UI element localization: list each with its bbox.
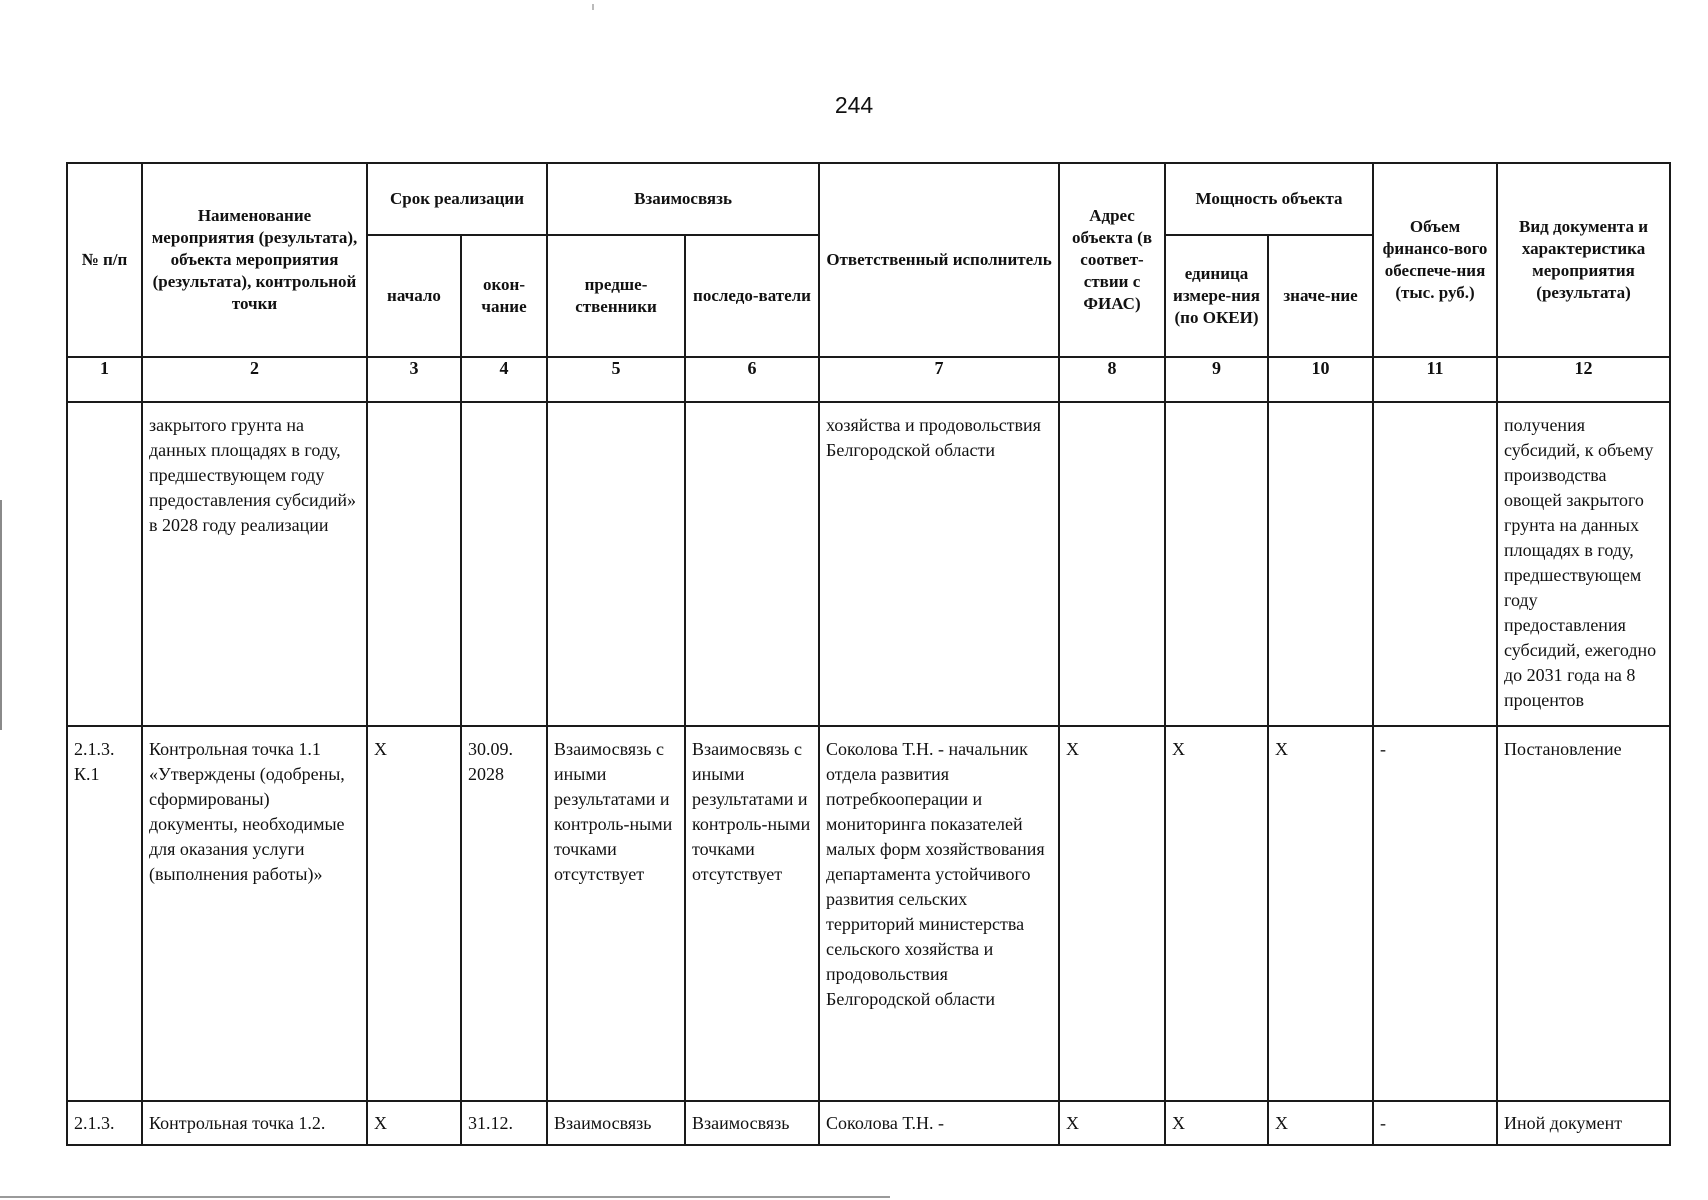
header-name: Наименование мероприятия (результата), объекта мероприятия (результата), контрольной точки xyxy=(142,163,367,357)
cell-unit: X xyxy=(1165,726,1268,1101)
cell-no: 2.1.3. К.1 xyxy=(67,726,142,1101)
cell-responsible: хозяйства и продовольствия Белгородской области xyxy=(819,402,1059,726)
header-finance: Объем финансо-вого обеспече-ния (тыс. руб.) xyxy=(1373,163,1497,357)
cell-responsible: Соколова Т.Н. - xyxy=(819,1101,1059,1145)
cell-address: X xyxy=(1059,1101,1165,1145)
cell-doc: Постановление xyxy=(1497,726,1670,1101)
cell-doc: Иной документ xyxy=(1497,1101,1670,1145)
cell-end: 31.12. xyxy=(461,1101,547,1145)
cell-unit: X xyxy=(1165,1101,1268,1145)
table-row xyxy=(67,1101,1670,1145)
cell-prev xyxy=(547,402,685,726)
cell-name: Контрольная точка 1.2. xyxy=(142,1101,367,1145)
cell-address: X xyxy=(1059,726,1165,1101)
scan-artifact-left-edge xyxy=(0,500,2,730)
column-number: 2 xyxy=(142,357,367,402)
cell-start: X xyxy=(367,1101,461,1145)
header-capacity-unit: единица измере-ния (по ОКЕИ) xyxy=(1165,235,1268,357)
cell-value: X xyxy=(1268,726,1373,1101)
column-number: 10 xyxy=(1268,357,1373,402)
cell-start xyxy=(367,402,461,726)
column-number: 4 xyxy=(461,357,547,402)
column-number: 3 xyxy=(367,357,461,402)
column-number: 6 xyxy=(685,357,819,402)
table-row xyxy=(67,726,1670,1101)
cell-prev: Взаимосвязь с иными результатами и контроль-ными точками отсутствует xyxy=(547,726,685,1101)
column-number: 11 xyxy=(1373,357,1497,402)
activities-table xyxy=(66,162,1671,1146)
table-row xyxy=(67,402,1670,726)
header-doc-type: Вид документа и характеристика мероприятия (результата) xyxy=(1497,163,1670,357)
header-link-group: Взаимосвязь xyxy=(547,163,819,235)
cell-end xyxy=(461,402,547,726)
header-term-start: начало xyxy=(367,235,461,357)
cell-doc: получения субсидий, к объему производства овощей закрытого грунта на данных площадях в году, предшествующем году предоставления субсидий, ежегодно до 2031 года на 8 процентов xyxy=(1497,402,1670,726)
cell-finance: - xyxy=(1373,1101,1497,1145)
cell-responsible: Соколова Т.Н. - начальник отдела развития потребкооперации и мониторинга показателей малых форм хозяйствования департамента устойчивого развития сельских территорий министерства сельского хозяйства и продовольствия Белгородской области xyxy=(819,726,1059,1101)
column-number: 1 xyxy=(67,357,142,402)
scan-artifact-dot xyxy=(592,4,594,10)
cell-next xyxy=(685,402,819,726)
cell-prev: Взаимосвязь xyxy=(547,1101,685,1145)
cell-name: Контрольная точка 1.1 «Утверждены (одобрены, сформированы) документы, необходимые для оказания услуги (выполнения работы)» xyxy=(142,726,367,1101)
page-number: 244 xyxy=(834,92,874,118)
header-responsible: Ответственный исполнитель xyxy=(819,163,1059,357)
header-link-next: последо-ватели xyxy=(685,235,819,357)
cell-finance xyxy=(1373,402,1497,726)
cell-next: Взаимосвязь xyxy=(685,1101,819,1145)
cell-next: Взаимосвязь с иными результатами и контроль-ными точками отсутствует xyxy=(685,726,819,1101)
column-numbers-row xyxy=(67,357,1670,402)
table-header-row-top xyxy=(67,163,1670,235)
header-capacity-value: значе-ние xyxy=(1268,235,1373,357)
cell-no xyxy=(67,402,142,726)
cell-value xyxy=(1268,402,1373,726)
cell-unit xyxy=(1165,402,1268,726)
header-no: № п/п xyxy=(67,163,142,357)
column-number: 5 xyxy=(547,357,685,402)
header-address: Адрес объекта (в соответ-ствии с ФИАС) xyxy=(1059,163,1165,357)
cell-address xyxy=(1059,402,1165,726)
column-number: 8 xyxy=(1059,357,1165,402)
column-number: 7 xyxy=(819,357,1059,402)
header-capacity-group: Мощность объекта xyxy=(1165,163,1373,235)
scan-artifact-bottom-edge xyxy=(0,1196,890,1198)
header-link-prev: предше-ственники xyxy=(547,235,685,357)
cell-finance: - xyxy=(1373,726,1497,1101)
cell-start: X xyxy=(367,726,461,1101)
column-number: 9 xyxy=(1165,357,1268,402)
header-term-group: Срок реализации xyxy=(367,163,547,235)
cell-no: 2.1.3. xyxy=(67,1101,142,1145)
cell-name: закрытого грунта на данных площадях в году, предшествующем году предоставления субсидий» в 2028 году реализации xyxy=(142,402,367,726)
header-term-end: окон-чание xyxy=(461,235,547,357)
column-number: 12 xyxy=(1497,357,1670,402)
cell-value: X xyxy=(1268,1101,1373,1145)
cell-end: 30.09. 2028 xyxy=(461,726,547,1101)
